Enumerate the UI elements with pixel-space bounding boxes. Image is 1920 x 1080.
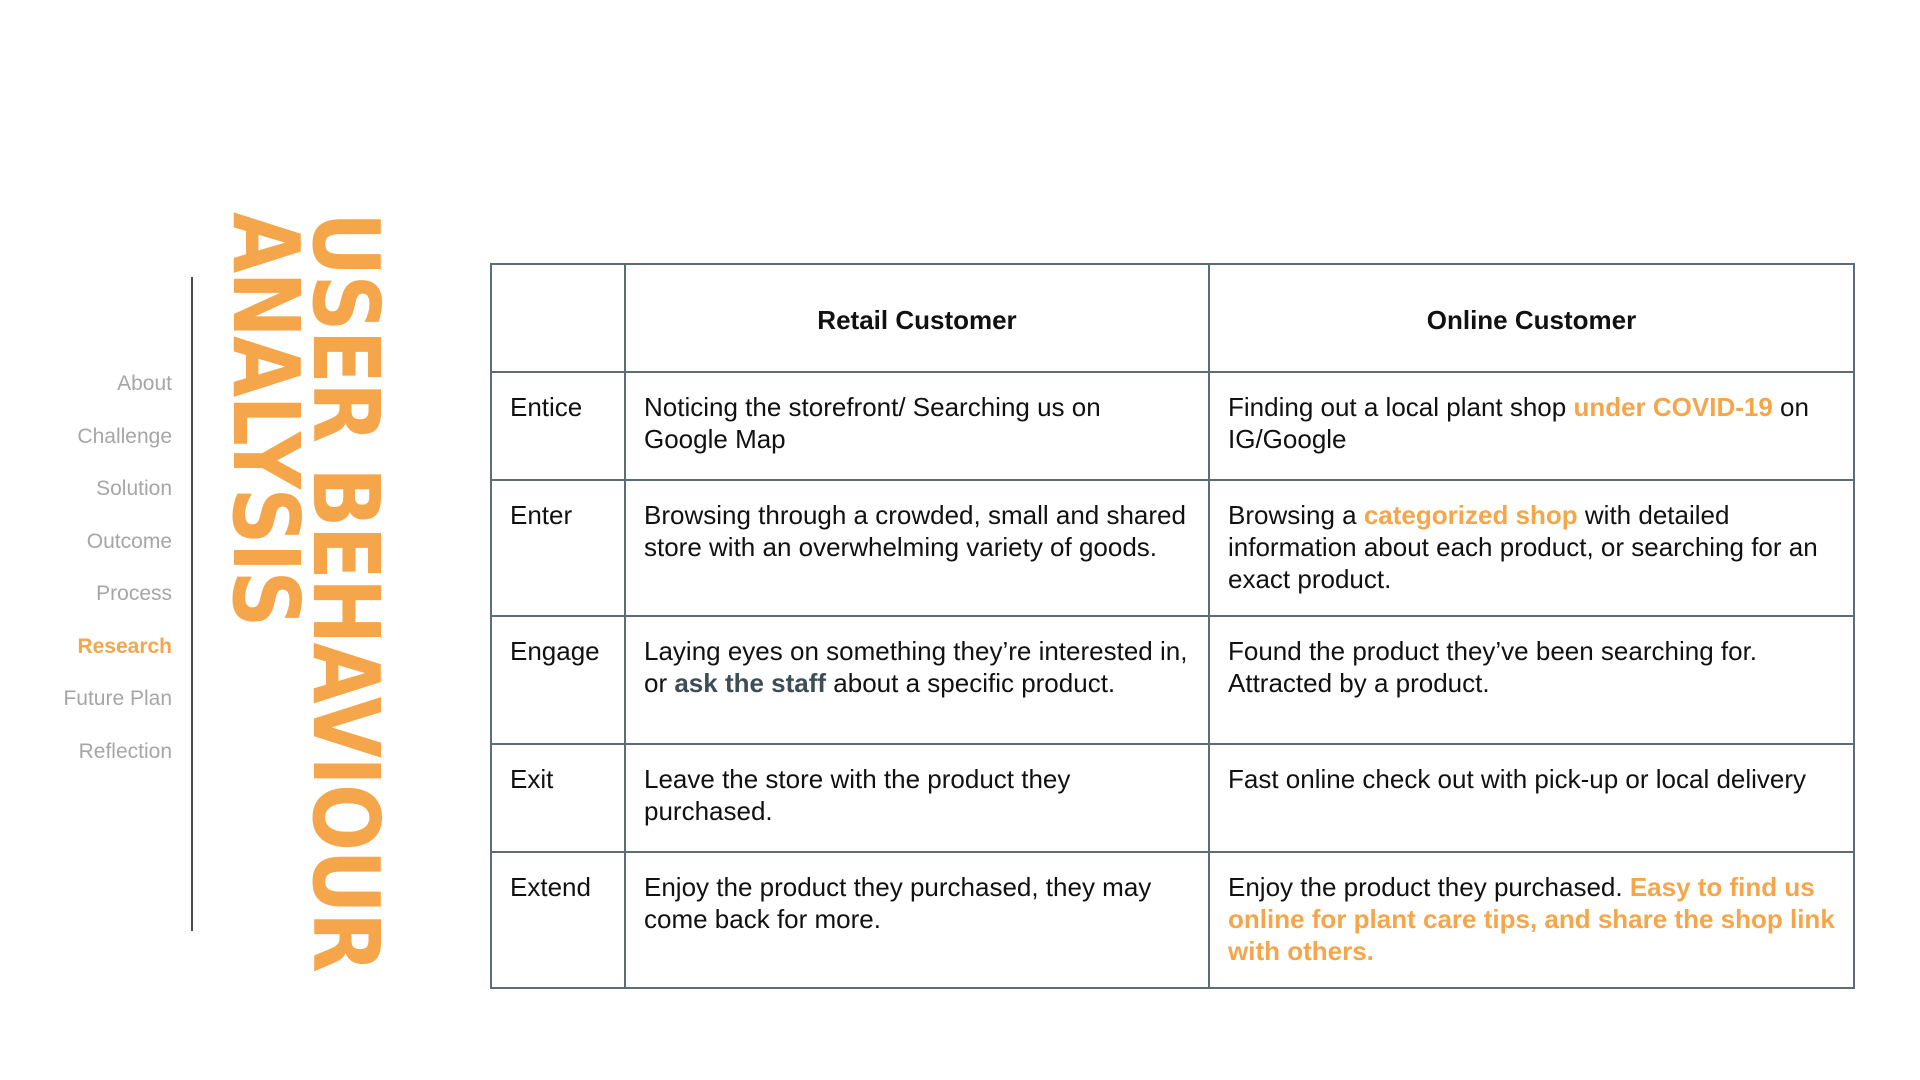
cell-text: with detailed information about each product, or searching for an exact product. [1228, 500, 1818, 594]
page-title [212, 212, 399, 1002]
cell-text: on IG/Google [1228, 392, 1809, 454]
retail-cell [625, 616, 1209, 744]
table-row [491, 480, 1854, 616]
retail-cell [625, 744, 1209, 852]
cell-text: Enjoy the product they purchased. [1228, 872, 1630, 902]
retail-cell [625, 852, 1209, 988]
cell-text: about a specific product. [826, 668, 1116, 698]
nav-item-process[interactable]: Process [96, 582, 172, 605]
cell-highlight: categorized shop [1363, 500, 1578, 530]
online-cell [1209, 480, 1854, 616]
cell-text: Laying eyes on something they’re interested in, or [644, 636, 1188, 698]
behaviour-table [490, 263, 1855, 989]
nav-item-future-plan[interactable]: Future Plan [63, 687, 172, 710]
cell-text: Found the product they’ve been searching for. Attracted by a product. [1228, 636, 1758, 698]
header-stage [491, 264, 625, 372]
retail-cell [625, 372, 1209, 480]
stage-label: Extend [491, 852, 625, 988]
stage-label: Entice [491, 372, 625, 480]
header-online-customer: Online Customer [1209, 264, 1854, 372]
cell-text: Fast online check out with pick-up or local delivery [1228, 764, 1807, 794]
online-cell [1209, 616, 1854, 744]
header-retail-customer: Retail Customer [625, 264, 1209, 372]
cell-text: Browsing through a crowded, small and shared store with an overwhelming variety of goods. [644, 500, 1186, 562]
cell-text: Browsing a [1228, 500, 1364, 530]
online-cell [1209, 852, 1854, 988]
table-row [491, 852, 1854, 988]
nav-item-solution[interactable]: Solution [96, 477, 172, 500]
cell-text: Enjoy the product they purchased, they may come back for more. [644, 872, 1152, 934]
cell-highlight: under COVID-19 [1573, 392, 1773, 422]
table-row [491, 616, 1854, 744]
page-title-line-2: ANALYSIS [212, 212, 319, 626]
nav-divider [191, 277, 193, 931]
cell-text: Leave the store with the product they purchased. [644, 764, 1071, 826]
nav-item-outcome[interactable]: Outcome [86, 529, 172, 553]
cell-highlight: ask the staff [674, 668, 827, 698]
side-nav [40, 358, 172, 778]
online-cell [1209, 372, 1854, 480]
stage-label: Exit [491, 744, 625, 852]
nav-item-about[interactable]: About [117, 372, 172, 395]
retail-cell [625, 480, 1209, 616]
table-row [491, 372, 1854, 480]
stage-label: Enter [491, 480, 625, 616]
table-row [491, 744, 1854, 852]
stage-label: Engage [491, 616, 625, 744]
cell-text: Noticing the storefront/ Searching us on Google Map [644, 392, 1101, 454]
nav-item-reflection[interactable]: Reflection [78, 739, 172, 763]
online-cell [1209, 744, 1854, 852]
cell-text: Finding out a local plant shop [1228, 392, 1574, 422]
cell-highlight: Easy to find us online for plant care tips, and share the shop link with others. [1228, 872, 1835, 966]
nav-item-research[interactable]: Research [77, 634, 172, 658]
table-header-row [491, 264, 1854, 372]
page-title-line-1: USER BEHAVIOUR [292, 212, 399, 972]
nav-item-challenge[interactable]: Challenge [77, 424, 172, 448]
